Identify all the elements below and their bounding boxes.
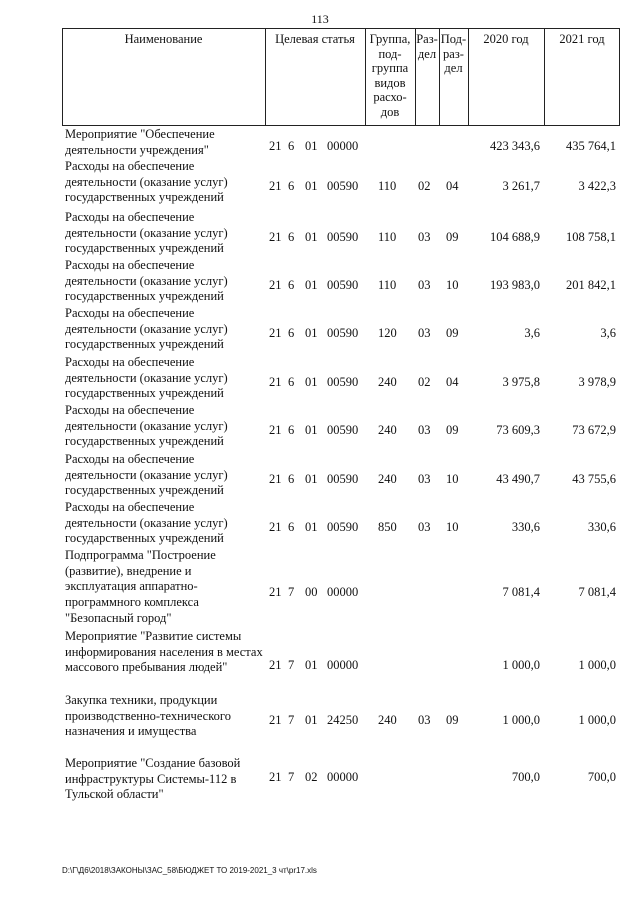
row-c2: 7 bbox=[288, 713, 295, 727]
row-v2020: 1 000,0 bbox=[502, 658, 540, 672]
row-c3: 01 bbox=[305, 423, 318, 437]
row-c2: 6 bbox=[288, 278, 295, 292]
row-c3: 01 bbox=[305, 278, 318, 292]
row-name: Расходы на обеспечение деятельности (оказание услуг) государственных учреждений bbox=[65, 500, 228, 546]
row-v2020: 3 975,8 bbox=[502, 375, 540, 389]
row-c1: 21 bbox=[269, 520, 282, 534]
row-v2021: 3 422,3 bbox=[578, 179, 616, 193]
row-c4: 00590 bbox=[327, 230, 359, 244]
row-c3: 01 bbox=[305, 230, 318, 244]
row-group: 240 bbox=[378, 423, 397, 437]
row-c2: 7 bbox=[288, 658, 295, 672]
row-c2: 6 bbox=[288, 230, 295, 244]
row-v2020: 193 983,0 bbox=[490, 278, 540, 292]
row-c3: 01 bbox=[305, 658, 318, 672]
row-name: Расходы на обеспечение деятельности (оказание услуг) государственных учреждений bbox=[65, 258, 228, 304]
row-group: 240 bbox=[378, 472, 397, 486]
row-name: Мероприятие "Создание базовой инфраструктуры Системы-112 в Тульской области" bbox=[65, 756, 241, 802]
row-razdel: 03 bbox=[418, 326, 431, 340]
row-v2021: 7 081,4 bbox=[578, 585, 616, 599]
row-name: Расходы на обеспечение деятельности (оказание услуг) государственных учреждений bbox=[65, 355, 228, 401]
row-podrazdel: 09 bbox=[446, 713, 459, 727]
row-c3: 01 bbox=[305, 139, 318, 153]
row-razdel: 03 bbox=[418, 230, 431, 244]
row-razdel: 03 bbox=[418, 472, 431, 486]
row-c1: 21 bbox=[269, 713, 282, 727]
row-v2020: 7 081,4 bbox=[502, 585, 540, 599]
row-name: Расходы на обеспечение деятельности (оказание услуг) государственных учреждений bbox=[65, 452, 228, 498]
row-c4: 00000 bbox=[327, 139, 359, 153]
row-c2: 6 bbox=[288, 179, 295, 193]
row-c4: 24250 bbox=[327, 713, 359, 727]
row-c2: 6 bbox=[288, 375, 295, 389]
row-c2: 6 bbox=[288, 423, 295, 437]
row-c3: 01 bbox=[305, 472, 318, 486]
row-c4: 00000 bbox=[327, 770, 359, 784]
row-c1: 21 bbox=[269, 423, 282, 437]
row-c2: 6 bbox=[288, 139, 295, 153]
row-c1: 21 bbox=[269, 326, 282, 340]
row-name: Расходы на обеспечение деятельности (оказание услуг) государственных учреждений bbox=[65, 210, 228, 256]
row-c4: 00590 bbox=[327, 375, 359, 389]
row-c4: 00590 bbox=[327, 278, 359, 292]
row-group: 240 bbox=[378, 713, 397, 727]
row-c3: 00 bbox=[305, 585, 318, 599]
header-target-article: Целевая статья bbox=[275, 32, 355, 46]
row-podrazdel: 10 bbox=[446, 520, 459, 534]
row-v2021: 201 842,1 bbox=[566, 278, 616, 292]
row-razdel: 02 bbox=[418, 179, 431, 193]
row-podrazdel: 09 bbox=[446, 326, 459, 340]
row-razdel: 03 bbox=[418, 520, 431, 534]
row-v2021: 435 764,1 bbox=[566, 139, 616, 153]
row-c1: 21 bbox=[269, 375, 282, 389]
row-c2: 7 bbox=[288, 585, 295, 599]
row-v2020: 423 343,6 bbox=[490, 139, 540, 153]
row-razdel: 02 bbox=[418, 375, 431, 389]
row-v2020: 3 261,7 bbox=[502, 179, 540, 193]
row-c3: 01 bbox=[305, 326, 318, 340]
row-v2021: 700,0 bbox=[587, 770, 616, 784]
row-c3: 01 bbox=[305, 179, 318, 193]
header-year-2020: 2020 год bbox=[483, 32, 529, 46]
row-razdel: 03 bbox=[418, 278, 431, 292]
file-path-footer: D:\Г\Д6\2018\ЗАКОНЫ\ЗАС_58\БЮДЖЕТ ТО 2019-2021_3 чт\pr17.xls bbox=[62, 866, 317, 875]
row-c2: 6 bbox=[288, 326, 295, 340]
row-c1: 21 bbox=[269, 658, 282, 672]
row-podrazdel: 10 bbox=[446, 278, 459, 292]
row-c4: 00000 bbox=[327, 658, 359, 672]
row-group: 240 bbox=[378, 375, 397, 389]
row-name: Расходы на обеспечение деятельности (оказание услуг) государственных учреждений bbox=[65, 306, 228, 352]
row-c3: 01 bbox=[305, 520, 318, 534]
row-c1: 21 bbox=[269, 472, 282, 486]
header-group: Группа, под- группа видов расхо- дов bbox=[369, 32, 411, 119]
row-c1: 21 bbox=[269, 139, 282, 153]
row-c1: 21 bbox=[269, 585, 282, 599]
row-v2021: 43 755,6 bbox=[572, 472, 616, 486]
row-group: 110 bbox=[378, 230, 397, 244]
row-name: Закупка техники, продукции производственно-технического назначения и имущества bbox=[65, 693, 231, 739]
header-top-border bbox=[62, 28, 620, 29]
row-c3: 01 bbox=[305, 375, 318, 389]
row-v2021: 3 978,9 bbox=[578, 375, 616, 389]
page-number: 113 bbox=[311, 12, 329, 26]
row-c4: 00000 bbox=[327, 585, 359, 599]
row-podrazdel: 04 bbox=[446, 179, 459, 193]
row-podrazdel: 04 bbox=[446, 375, 459, 389]
row-c2: 7 bbox=[288, 770, 295, 784]
row-group: 850 bbox=[378, 520, 397, 534]
row-c4: 00590 bbox=[327, 423, 359, 437]
row-c2: 6 bbox=[288, 472, 295, 486]
row-v2020: 43 490,7 bbox=[496, 472, 540, 486]
row-group: 110 bbox=[378, 179, 397, 193]
row-v2020: 700,0 bbox=[511, 770, 540, 784]
row-c2: 6 bbox=[288, 520, 295, 534]
row-c3: 01 bbox=[305, 713, 318, 727]
row-c3: 02 bbox=[305, 770, 318, 784]
row-c1: 21 bbox=[269, 278, 282, 292]
row-c4: 00590 bbox=[327, 326, 359, 340]
row-podrazdel: 09 bbox=[446, 423, 459, 437]
row-v2021: 330,6 bbox=[587, 520, 616, 534]
row-group: 110 bbox=[378, 278, 397, 292]
row-v2021: 108 758,1 bbox=[566, 230, 616, 244]
row-v2020: 330,6 bbox=[511, 520, 540, 534]
row-c4: 00590 bbox=[327, 520, 359, 534]
row-name: Подпрограмма "Построение (развитие), внедрение и эксплуатация аппаратно-программного комплекса "Безопасный город" bbox=[65, 548, 216, 625]
header-razdel: Раз- дел bbox=[416, 32, 438, 61]
row-razdel: 03 bbox=[418, 713, 431, 727]
row-v2020: 1 000,0 bbox=[502, 713, 540, 727]
header-year-2021: 2021 год bbox=[559, 32, 605, 46]
row-c1: 21 bbox=[269, 770, 282, 784]
header-bottom-border bbox=[62, 125, 620, 126]
row-v2021: 73 672,9 bbox=[572, 423, 616, 437]
row-razdel: 03 bbox=[418, 423, 431, 437]
row-podrazdel: 10 bbox=[446, 472, 459, 486]
row-v2021: 3,6 bbox=[600, 326, 616, 340]
row-group: 120 bbox=[378, 326, 397, 340]
row-v2020: 3,6 bbox=[524, 326, 540, 340]
row-c1: 21 bbox=[269, 179, 282, 193]
row-v2020: 73 609,3 bbox=[496, 423, 540, 437]
row-name: Мероприятие "Развитие системы информирования населения в местах массового пребывания людей" bbox=[65, 629, 263, 675]
row-name: Расходы на обеспечение деятельности (оказание услуг) государственных учреждений bbox=[65, 159, 228, 205]
row-v2021: 1 000,0 bbox=[578, 713, 616, 727]
row-name: Расходы на обеспечение деятельности (оказание услуг) государственных учреждений bbox=[65, 403, 228, 449]
header-podrazdel: Под- раз- дел bbox=[440, 32, 467, 75]
row-c1: 21 bbox=[269, 230, 282, 244]
row-name: Мероприятие "Обеспечение деятельности учреждения" bbox=[65, 127, 215, 157]
row-v2020: 104 688,9 bbox=[490, 230, 540, 244]
row-podrazdel: 09 bbox=[446, 230, 459, 244]
row-c4: 00590 bbox=[327, 179, 359, 193]
row-c4: 00590 bbox=[327, 472, 359, 486]
row-v2021: 1 000,0 bbox=[578, 658, 616, 672]
header-name: Наименование bbox=[124, 32, 203, 46]
